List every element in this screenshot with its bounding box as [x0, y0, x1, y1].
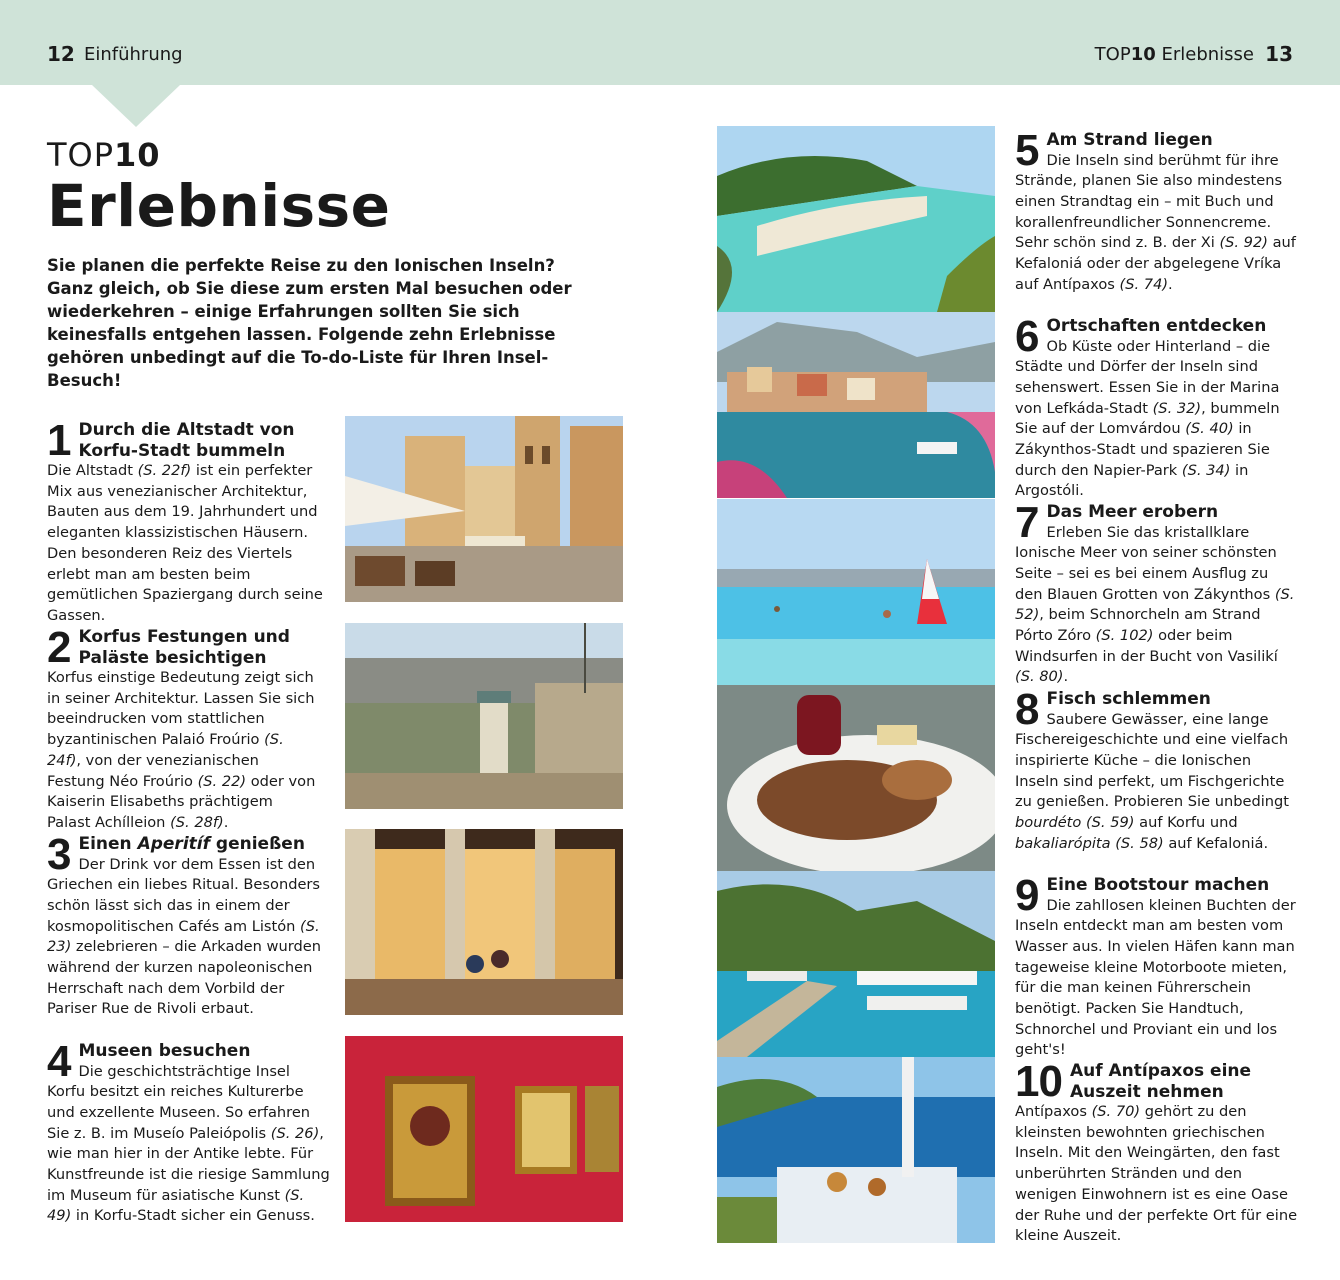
item-text: Die zahllosen kleinen Buchten der Inseln entdeckt man am besten vom Wasser aus. In vielen Häfen kann man tageweise kleine Motorboote mieten, für die man keinen Führerschein benötigt. Packen Sie Handtuch, Schnorchel und Proviant ein und los geht's!	[1015, 896, 1296, 1059]
page-header	[0, 0, 1340, 85]
page-title: Erlebnisse	[47, 172, 391, 240]
item-number: 7	[1015, 498, 1039, 547]
photo-beach	[717, 126, 995, 312]
item-text: Die geschichtsträchtige Insel Korfu besitzt ein reiches Kulturerbe und exzellente Museen. So erfahren Sie z. B. im Museío Paleiópolis (S. 26), wie man hier in der Antike lebte. Für Kunstfreunde ist die riesige Sammlung im Museum für asiatische Kunst (S. 49) in Korfu-Stadt sicher ein Genuss.	[47, 1062, 330, 1225]
item-text: Ob Küste oder Hinterland – die Städte und Dörfer der Inseln sind sehenswert. Essen Sie in der Marina von Lefkáda-Stadt (S. 32), bummeln Sie auf der Lomvárdou (S. 40) in Zákynthos-Stadt und spazieren Sie durch den Napier-Park (S. 34) in Argostóli.	[1015, 337, 1280, 500]
left-page-number: 12	[47, 42, 75, 66]
item-number: 5	[1015, 126, 1039, 175]
item-text: Antípaxos (S. 70) gehört zu den kleinsten bewohnten griechischen Inseln. Mit den Weingärten, den fast unberührten Stränden und den wenigen Einwohnern ist es eine Oase der Ruhe und der perfekte Ort für eine kleine Auszeit.	[1015, 1103, 1298, 1245]
item-2	[47, 625, 319, 834]
item-title: Einen Aperitíf genießen	[78, 834, 305, 854]
heading-eyebrow: TOP10	[47, 136, 161, 174]
item-6	[1015, 314, 1298, 502]
item-7	[1015, 500, 1298, 688]
item-title: Das Meer erobern	[1046, 502, 1219, 522]
left-section-label: Einführung	[84, 44, 183, 65]
item-title: Museen besuchen	[78, 1041, 251, 1061]
photo-village	[717, 312, 995, 498]
item-title: Korfus Festungen und Paläste besichtigen	[78, 627, 290, 668]
item-10	[1015, 1059, 1298, 1247]
item-title: Durch die Altstadt von Korfu-Stadt bummeln	[78, 420, 295, 461]
item-number: 3	[47, 830, 71, 879]
right-section-label: TOP10 Erlebnisse	[1094, 44, 1254, 65]
item-text: Die Altstadt (S. 22f) ist ein perfekter Mix aus venezianischer Architektur, Bauten aus dem 19. Jahrhundert und eleganten klassizistischen Häusern. Den besonderen Reiz des Viertels erlebt man am besten beim gemütlichen Spaziergang durch seine Gassen.	[47, 462, 323, 624]
item-9	[1015, 873, 1298, 1061]
item-title: Fisch schlemmen	[1046, 689, 1211, 709]
item-text: Erleben Sie das kristallklare Ionische Meer von seiner schönsten Seite – sei es bei einem Ausflug zu den Blauen Grotten von Zákynthos (S. 52), beim Schnorcheln am Strand Pórto Zóro (S. 102) oder beim Windsurfen in der Bucht von Vasilikí (S. 80).	[1015, 523, 1295, 686]
item-title: Auf Antípaxos eine Auszeit nehmen	[1069, 1061, 1252, 1102]
item-text: Der Drink vor dem Essen ist den Griechen ein liebes Ritual. Besonders schön lässt sich das in einem der kosmopolitischen Cafés am Listón (S. 23) zelebrieren – die Arkaden wurden während der kurzen napoleonischen Herrschaft nach dem Vorbild der Pariser Rue de Rivoli erbaut.	[47, 855, 321, 1018]
item-text: Die Inseln sind berühmt für ihre Strände, planen Sie also mindestens einen Strandtag ein – mit Buch und korallenfreundlicher Sonnencreme. Sehr schön sind z. B. der Xi (S. 92) auf Kefaloniá oder der abgelegene Vríka auf Antípaxos (S. 74).	[1015, 151, 1296, 293]
photo-fortress	[345, 623, 623, 809]
item-number: 4	[47, 1037, 71, 1086]
photo-boats	[717, 871, 995, 1057]
item-title: Am Strand liegen	[1046, 130, 1213, 150]
item-title: Eine Bootstour machen	[1046, 875, 1270, 895]
item-1	[47, 418, 330, 627]
photo-windsurfing	[717, 499, 995, 685]
item-number: 8	[1015, 685, 1039, 734]
photo-old-town	[345, 416, 623, 602]
header-tab-notch	[92, 85, 180, 127]
item-number: 10	[1015, 1057, 1062, 1106]
item-text: Korfus einstige Bedeutung zeigt sich in seiner Architektur. Lassen Sie sich beeindrucken vom stattlichen byzantinischen Palaió Froúrio (S. 24f), von der venezianischen Festung Néo Froúrio (S. 22) oder von Kaiserin Elisabeths prächtigem Palast Achílleion (S. 28f).	[47, 669, 316, 831]
item-4	[47, 1039, 330, 1227]
photo-arcade-cafe	[345, 829, 623, 1015]
item-text: Saubere Gewässer, eine lange Fischereigeschichte und eine vielfach inspirierte Küche – die Ionischen Inseln sind perfekt, um Fischgerichte zu genießen. Probieren Sie unbedingt bourdéto (S. 59) auf Korfu und bakaliarópita (S. 58) auf Kefaloniá.	[1015, 710, 1289, 852]
item-number: 1	[47, 416, 71, 465]
item-5	[1015, 128, 1298, 295]
item-number: 2	[47, 623, 71, 672]
item-number: 6	[1015, 312, 1039, 361]
item-8	[1015, 687, 1298, 854]
item-number: 9	[1015, 871, 1039, 920]
photo-fish-dish	[717, 685, 995, 871]
intro-text: Sie planen die perfekte Reise zu den Ionischen Inseln? Ganz gleich, ob Sie diese zum ersten Mal besuchen oder wiederkehren – einige Erfahrungen sollten Sie sich keinesfalls entgehen lassen. Folgende zehn Erlebnisse gehören unbedingt auf die To-do-Liste für Ihren Insel-Besuch!	[47, 256, 572, 390]
photo-museum-icons	[345, 1036, 623, 1222]
right-page-number: 13	[1265, 42, 1293, 66]
photo-antipaxos-table	[717, 1057, 995, 1243]
item-3	[47, 832, 322, 1020]
item-title: Ortschaften entdecken	[1046, 316, 1267, 336]
